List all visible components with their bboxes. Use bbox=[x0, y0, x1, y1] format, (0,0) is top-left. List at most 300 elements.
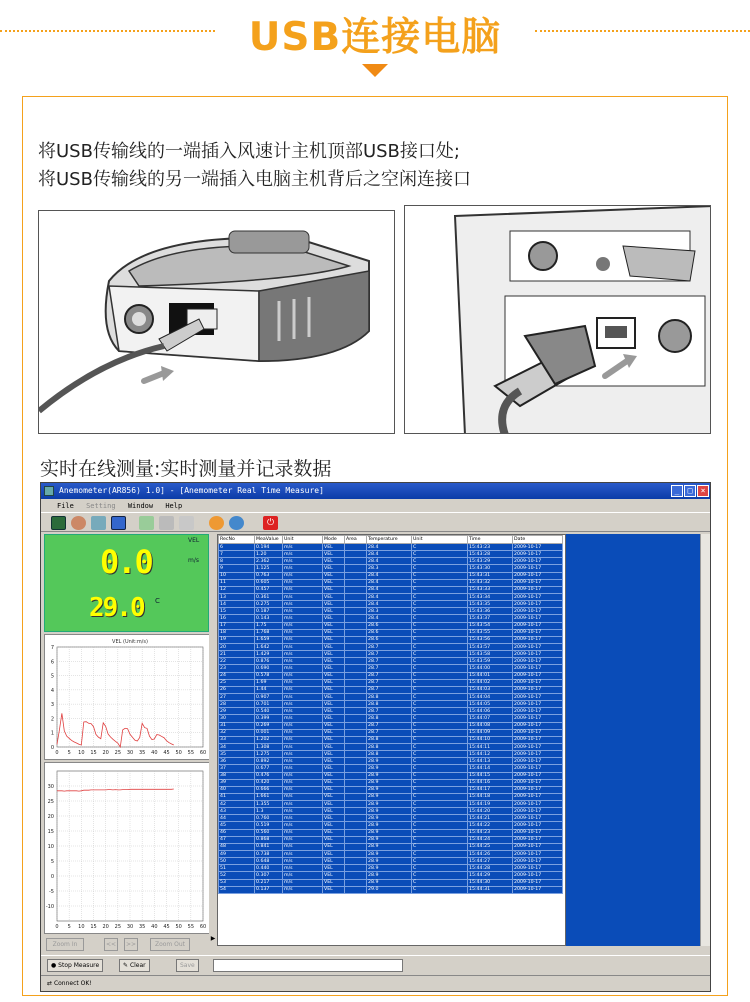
table-row[interactable] bbox=[219, 729, 563, 736]
grid-cell: 2009-10-17 bbox=[513, 593, 563, 600]
grid-cell: VEL bbox=[323, 586, 345, 593]
table-row[interactable] bbox=[219, 615, 563, 622]
grid-cell: 44 bbox=[219, 815, 255, 822]
table-row[interactable] bbox=[219, 679, 563, 686]
table-row[interactable] bbox=[219, 743, 563, 750]
grid-cell: C bbox=[412, 686, 468, 693]
table-row[interactable] bbox=[219, 629, 563, 636]
table-row[interactable] bbox=[219, 765, 563, 772]
grid-cell: m/s bbox=[283, 665, 323, 672]
grid-cell: 1.768 bbox=[255, 629, 283, 636]
grid-cell bbox=[345, 665, 367, 672]
grid-cell: 0.841 bbox=[255, 843, 283, 850]
grid-cell: 15:44:31 bbox=[468, 886, 513, 893]
table-row[interactable] bbox=[219, 701, 563, 708]
grid-cell bbox=[345, 679, 367, 686]
grid-cell: VEL bbox=[323, 544, 345, 551]
table-row[interactable] bbox=[219, 558, 563, 565]
menu-help[interactable]: Help bbox=[165, 502, 183, 510]
grid-cell: 32 bbox=[219, 729, 255, 736]
grid-cell bbox=[345, 544, 367, 551]
grid-cell: C bbox=[412, 572, 468, 579]
table-row[interactable] bbox=[219, 736, 563, 743]
lcd-velocity-value: 0.0 bbox=[100, 543, 152, 581]
grid-cell: 15:43:28 bbox=[468, 551, 513, 558]
stop-icon: ● bbox=[51, 962, 59, 969]
grid-cell: m/s bbox=[283, 886, 323, 893]
globe-icon[interactable] bbox=[229, 516, 244, 530]
grid-cell: m/s bbox=[283, 843, 323, 850]
grid-cell: 28.3 bbox=[367, 608, 412, 615]
grid-cell: 28.7 bbox=[367, 672, 412, 679]
grid-cell: C bbox=[412, 743, 468, 750]
grid-cell bbox=[345, 758, 367, 765]
grid-cell: 1.125 bbox=[255, 565, 283, 572]
grid-cell bbox=[345, 879, 367, 886]
grid-cell: 2009-10-17 bbox=[513, 679, 563, 686]
grid-cell: 2009-10-17 bbox=[513, 708, 563, 715]
grid-cell: VEL bbox=[323, 758, 345, 765]
grid-cell: 2009-10-17 bbox=[513, 772, 563, 779]
grid-cell: VEL bbox=[323, 765, 345, 772]
table-row[interactable] bbox=[219, 858, 563, 865]
prev-button[interactable]: << bbox=[104, 938, 118, 951]
zoom-out-button[interactable]: Zoom Out bbox=[150, 938, 190, 951]
grid-cell: m/s bbox=[283, 808, 323, 815]
grid-cell: 2009-10-17 bbox=[513, 793, 563, 800]
x-tick-label: 45 bbox=[163, 924, 170, 930]
grid-cell: C bbox=[412, 544, 468, 551]
table-row[interactable] bbox=[219, 786, 563, 793]
grid-cell: C bbox=[412, 886, 468, 893]
table-row[interactable] bbox=[219, 822, 563, 829]
data-table bbox=[218, 535, 563, 894]
grid-cell: 28.9 bbox=[367, 851, 412, 858]
grid-cell bbox=[345, 572, 367, 579]
table-row[interactable] bbox=[219, 758, 563, 765]
pc-usb-photo bbox=[404, 205, 711, 434]
grid-cell: 15:43:57 bbox=[468, 643, 513, 650]
grid-cell: 22 bbox=[219, 658, 255, 665]
grid-cell: 28.7 bbox=[367, 651, 412, 658]
page-title: USB连接电脑 bbox=[248, 15, 502, 60]
grid-cell: 15:43:59 bbox=[468, 658, 513, 665]
grid-cell: VEL bbox=[323, 693, 345, 700]
grid-cell: C bbox=[412, 601, 468, 608]
grid-cell: 1.20 bbox=[255, 551, 283, 558]
x-tick-label: 10 bbox=[78, 750, 85, 756]
grid-cell: m/s bbox=[283, 558, 323, 565]
table-row[interactable] bbox=[219, 672, 563, 679]
grid-cell: 28.7 bbox=[367, 643, 412, 650]
grid-cell: 0.666 bbox=[255, 786, 283, 793]
grid-cell: 35 bbox=[219, 751, 255, 758]
grid-cell: C bbox=[412, 636, 468, 643]
grid-cell: C bbox=[412, 815, 468, 822]
grid-cell: 28.8 bbox=[367, 715, 412, 722]
grid-cell: 15:43:32 bbox=[468, 579, 513, 586]
x-tick-label: 60 bbox=[199, 924, 207, 930]
close-icon[interactable]: × bbox=[697, 485, 709, 497]
grid-cell: 15:44:02 bbox=[468, 679, 513, 686]
grid-cell: 2009-10-17 bbox=[513, 686, 563, 693]
table-row[interactable] bbox=[219, 658, 563, 665]
grid-empty-area bbox=[566, 534, 700, 946]
grid-cell: 2009-10-17 bbox=[513, 643, 563, 650]
grid-cell: 28.9 bbox=[367, 858, 412, 865]
grid-cell: 2009-10-17 bbox=[513, 801, 563, 808]
y-tick-label: 7 bbox=[50, 645, 54, 651]
stop-measure-button[interactable] bbox=[47, 959, 103, 972]
x-tick-label: 5 bbox=[67, 924, 71, 930]
grid-cell: C bbox=[412, 786, 468, 793]
table-row[interactable] bbox=[219, 608, 563, 615]
grid-cell: VEL bbox=[323, 858, 345, 865]
vertical-scrollbar[interactable] bbox=[700, 534, 710, 946]
table-row[interactable] bbox=[219, 865, 563, 872]
grid-cell: 28.7 bbox=[367, 658, 412, 665]
grid-cell: 15:43:30 bbox=[468, 565, 513, 572]
grid-cell: m/s bbox=[283, 851, 323, 858]
menu-file[interactable]: File bbox=[57, 502, 74, 510]
grid-cell: VEL bbox=[323, 572, 345, 579]
grid-cell bbox=[345, 793, 367, 800]
grid-cell: 2009-10-17 bbox=[513, 751, 563, 758]
y-tick-label: 0 bbox=[50, 874, 54, 880]
table-row[interactable] bbox=[219, 808, 563, 815]
table-row[interactable] bbox=[219, 601, 563, 608]
grid-cell: VEL bbox=[323, 679, 345, 686]
table-row[interactable] bbox=[219, 643, 563, 650]
grid-cell: C bbox=[412, 772, 468, 779]
grid-cell: 0.540 bbox=[255, 708, 283, 715]
table-row[interactable] bbox=[219, 686, 563, 693]
grid-cell: m/s bbox=[283, 729, 323, 736]
x-tick-label: 0 bbox=[55, 924, 59, 930]
grid-cell: 28.9 bbox=[367, 793, 412, 800]
maximize-icon[interactable]: □ bbox=[684, 485, 696, 497]
grid-cell: 28.6 bbox=[367, 629, 412, 636]
save-icon[interactable] bbox=[111, 516, 126, 530]
table-row[interactable] bbox=[219, 843, 563, 850]
grid-cell bbox=[345, 601, 367, 608]
grid-cell bbox=[345, 722, 367, 729]
grid-cell bbox=[345, 636, 367, 643]
grid-cell: VEL bbox=[323, 743, 345, 750]
grid-cell: m/s bbox=[283, 615, 323, 622]
grid-cell: VEL bbox=[323, 629, 345, 636]
grid-cell: 15:44:04 bbox=[468, 693, 513, 700]
table-row[interactable] bbox=[219, 544, 563, 551]
y-tick-label: 25 bbox=[47, 799, 54, 805]
grid-cell: C bbox=[412, 693, 468, 700]
table-row[interactable] bbox=[219, 801, 563, 808]
table-row[interactable] bbox=[219, 793, 563, 800]
grid-cell: C bbox=[412, 729, 468, 736]
grid-column-header[interactable]: Unit bbox=[283, 536, 323, 544]
grid-cell: m/s bbox=[283, 772, 323, 779]
grid-cell: m/s bbox=[283, 722, 323, 729]
grid-column-header[interactable]: Date bbox=[513, 536, 563, 544]
grid-cell bbox=[345, 579, 367, 586]
x-tick-label: 25 bbox=[114, 924, 122, 930]
table-row[interactable] bbox=[219, 708, 563, 715]
grid-cell: 2009-10-17 bbox=[513, 658, 563, 665]
table-row[interactable] bbox=[219, 651, 563, 658]
grid-cell: 15:43:34 bbox=[468, 593, 513, 600]
grid-cell: 38 bbox=[219, 772, 255, 779]
save-button[interactable]: Save bbox=[176, 959, 199, 972]
grid-cell: 28.7 bbox=[367, 722, 412, 729]
table-row[interactable] bbox=[219, 593, 563, 600]
action-bar bbox=[41, 955, 710, 973]
grid-cell: C bbox=[412, 758, 468, 765]
grid-cell: m/s bbox=[283, 793, 323, 800]
grid-cell: 2009-10-17 bbox=[513, 601, 563, 608]
table-row[interactable] bbox=[219, 715, 563, 722]
grid-cell bbox=[345, 615, 367, 622]
grid-cell: VEL bbox=[323, 636, 345, 643]
grid-cell bbox=[345, 858, 367, 865]
grid-cell bbox=[345, 843, 367, 850]
x-tick-label: 30 bbox=[126, 924, 134, 930]
grid-cell: m/s bbox=[283, 872, 323, 879]
menu-setting[interactable]: Setting bbox=[86, 502, 116, 510]
grid-cell: C bbox=[412, 679, 468, 686]
zoom-in-button[interactable]: Zoom In bbox=[46, 938, 84, 951]
grid-cell: 1.44 bbox=[255, 686, 283, 693]
grid-cell: C bbox=[412, 565, 468, 572]
grid-cell: C bbox=[412, 622, 468, 629]
menu-window[interactable]: Window bbox=[127, 502, 154, 510]
grid-cell: C bbox=[412, 751, 468, 758]
x-tick-label: 20 bbox=[102, 924, 109, 930]
grid-cell: 12 bbox=[219, 586, 255, 593]
grid-cell: 6 bbox=[219, 544, 255, 551]
arrow-icon[interactable] bbox=[179, 516, 194, 530]
grid-cell: 2009-10-17 bbox=[513, 843, 563, 850]
grid-cell: 2009-10-17 bbox=[513, 572, 563, 579]
grid-cell: 52 bbox=[219, 872, 255, 879]
grid-cell: 0.457 bbox=[255, 586, 283, 593]
clear-label: Clear bbox=[129, 962, 146, 969]
grid-cell: 28.9 bbox=[367, 836, 412, 843]
grid-column-header[interactable]: Area bbox=[345, 536, 367, 544]
grid-cell: 0.476 bbox=[255, 772, 283, 779]
y-tick-label: 30 bbox=[47, 784, 54, 790]
grid-cell: C bbox=[412, 579, 468, 586]
grid-cell: 1.308 bbox=[255, 743, 283, 750]
table-row[interactable] bbox=[219, 872, 563, 879]
grid-column-header[interactable]: MeaValue bbox=[255, 536, 283, 544]
grid-cell: 1.355 bbox=[255, 801, 283, 808]
grid-cell: 28.4 bbox=[367, 558, 412, 565]
table-row[interactable] bbox=[219, 586, 563, 593]
grid-cell: VEL bbox=[323, 851, 345, 858]
table-row[interactable] bbox=[219, 722, 563, 729]
table-row[interactable] bbox=[219, 565, 563, 572]
grid-cell bbox=[345, 815, 367, 822]
stop-measure-label: Stop Measure bbox=[58, 962, 100, 969]
grid-cell: 15:44:10 bbox=[468, 736, 513, 743]
table-row[interactable] bbox=[219, 815, 563, 822]
grid-cell: 2009-10-17 bbox=[513, 729, 563, 736]
power-icon[interactable]: ⏻ bbox=[263, 516, 278, 530]
grid-column-header[interactable]: Unit bbox=[412, 536, 468, 544]
x-tick-label: 15 bbox=[90, 924, 97, 930]
grid-cell: 15:43:56 bbox=[468, 636, 513, 643]
monitor-icon[interactable] bbox=[51, 516, 66, 530]
table-row[interactable] bbox=[219, 665, 563, 672]
grid-cell: C bbox=[412, 765, 468, 772]
grid-cell: 1.69 bbox=[255, 679, 283, 686]
grid-cell: m/s bbox=[283, 565, 323, 572]
grid-cell: VEL bbox=[323, 551, 345, 558]
grid-cell: 15:44:22 bbox=[468, 822, 513, 829]
pc-back-panel-illustration bbox=[405, 206, 711, 434]
clear-button[interactable] bbox=[119, 959, 150, 972]
grid-cell: 21 bbox=[219, 651, 255, 658]
grid-cell: 15:44:30 bbox=[468, 879, 513, 886]
grid-cell: 28.9 bbox=[367, 758, 412, 765]
grid-cell: 28.4 bbox=[367, 572, 412, 579]
grid-cell: C bbox=[412, 586, 468, 593]
next-button[interactable]: >> bbox=[124, 938, 138, 951]
minimize-icon[interactable]: _ bbox=[671, 485, 683, 497]
status-input[interactable] bbox=[213, 959, 403, 972]
table-row[interactable] bbox=[219, 836, 563, 843]
search-icon[interactable] bbox=[209, 516, 224, 530]
grid-cell: 28.9 bbox=[367, 786, 412, 793]
grid-cell: 2.362 bbox=[255, 558, 283, 565]
grid-cell: 9 bbox=[219, 565, 255, 572]
folder-icon[interactable] bbox=[91, 516, 106, 530]
grid-cell: 0.560 bbox=[255, 829, 283, 836]
table-row[interactable] bbox=[219, 829, 563, 836]
table-row[interactable] bbox=[219, 751, 563, 758]
grid-cell: m/s bbox=[283, 836, 323, 843]
grid-cell: 2009-10-17 bbox=[513, 722, 563, 729]
grid-cell: 53 bbox=[219, 879, 255, 886]
grid-cell: m/s bbox=[283, 822, 323, 829]
table-row[interactable] bbox=[219, 879, 563, 886]
grid-cell: 26 bbox=[219, 686, 255, 693]
y-tick-label: -10 bbox=[45, 904, 54, 910]
grid-cell bbox=[345, 715, 367, 722]
grid-cell: 24 bbox=[219, 672, 255, 679]
window-titlebar[interactable] bbox=[41, 483, 710, 499]
grid-cell: 2009-10-17 bbox=[513, 672, 563, 679]
grid-cell: 0.137 bbox=[255, 886, 283, 893]
grid-column-header[interactable]: Time bbox=[468, 536, 513, 544]
grid-cell: 28.4 bbox=[367, 615, 412, 622]
table-row[interactable] bbox=[219, 693, 563, 700]
lcd-mode-label: VEL bbox=[188, 537, 200, 544]
grid-cell: m/s bbox=[283, 572, 323, 579]
table-row[interactable] bbox=[219, 636, 563, 643]
y-tick-label: 0 bbox=[50, 745, 54, 751]
grid-cell: C bbox=[412, 708, 468, 715]
grid-cell: C bbox=[412, 658, 468, 665]
grid-header-row bbox=[219, 536, 563, 544]
grid-cell: VEL bbox=[323, 779, 345, 786]
grid-cell: 0.143 bbox=[255, 615, 283, 622]
grid-cell bbox=[345, 622, 367, 629]
grid-cell bbox=[345, 808, 367, 815]
grid-cell: 1.275 bbox=[255, 751, 283, 758]
grid-cell bbox=[345, 851, 367, 858]
grid-cell: 15:43:35 bbox=[468, 601, 513, 608]
app-icon bbox=[44, 486, 54, 496]
grid-cell: 28.9 bbox=[367, 801, 412, 808]
grid-cell: 28.8 bbox=[367, 693, 412, 700]
print-icon[interactable] bbox=[159, 516, 174, 530]
grid-cell bbox=[345, 608, 367, 615]
x-tick-label: 40 bbox=[151, 750, 158, 756]
gear-icon[interactable] bbox=[71, 516, 86, 530]
grid-cell: 15:44:16 bbox=[468, 779, 513, 786]
y-tick-label: 20 bbox=[47, 814, 54, 820]
grid-column-header[interactable]: Mode bbox=[323, 536, 345, 544]
grid-cell bbox=[345, 651, 367, 658]
grid-cell: 54 bbox=[219, 886, 255, 893]
table-row[interactable] bbox=[219, 551, 563, 558]
grid-cell: m/s bbox=[283, 858, 323, 865]
grid-column-header[interactable]: Temperature bbox=[367, 536, 412, 544]
grid-cell: 1.202 bbox=[255, 736, 283, 743]
table-row[interactable] bbox=[219, 579, 563, 586]
grid-cell: C bbox=[412, 722, 468, 729]
grid-cell: m/s bbox=[283, 601, 323, 608]
grid-cell: C bbox=[412, 801, 468, 808]
grid-cell: C bbox=[412, 629, 468, 636]
table-row[interactable] bbox=[219, 851, 563, 858]
table-row[interactable] bbox=[219, 772, 563, 779]
grid-cell: 34 bbox=[219, 743, 255, 750]
grid-cell: 15:44:13 bbox=[468, 758, 513, 765]
data-grid[interactable] bbox=[217, 534, 566, 946]
grid-cell: 15:44:23 bbox=[468, 829, 513, 836]
down-triangle-icon bbox=[362, 64, 388, 77]
grid-cell: C bbox=[412, 793, 468, 800]
grid-cell: C bbox=[412, 829, 468, 836]
grid-cell: VEL bbox=[323, 601, 345, 608]
table-row[interactable] bbox=[219, 886, 563, 893]
grid-cell: m/s bbox=[283, 736, 323, 743]
grid-cell: 28.9 bbox=[367, 765, 412, 772]
grid-cell: 2009-10-17 bbox=[513, 701, 563, 708]
table-row[interactable] bbox=[219, 622, 563, 629]
grid-cell: 28.7 bbox=[367, 665, 412, 672]
grid-cell: m/s bbox=[283, 751, 323, 758]
grid-cell: 2009-10-17 bbox=[513, 851, 563, 858]
grid-column-header[interactable]: RecNo bbox=[219, 536, 255, 544]
grid-cell: C bbox=[412, 865, 468, 872]
export-icon[interactable] bbox=[139, 516, 154, 530]
x-tick-label: 55 bbox=[187, 750, 195, 756]
table-row[interactable] bbox=[219, 572, 563, 579]
y-tick-label: 6 bbox=[50, 659, 54, 666]
grid-cell: m/s bbox=[283, 686, 323, 693]
grid-cell bbox=[345, 822, 367, 829]
grid-cell: 28.8 bbox=[367, 701, 412, 708]
grid-cell: 2009-10-17 bbox=[513, 815, 563, 822]
table-row[interactable] bbox=[219, 779, 563, 786]
section-caption: 实时在线测量:实时测量并记录数据 bbox=[40, 458, 332, 480]
intro-line-2: 将USB传输线的另一端插入电脑主机背后之空闲连接口 bbox=[38, 169, 471, 190]
grid-cell: m/s bbox=[283, 786, 323, 793]
grid-cell: C bbox=[412, 836, 468, 843]
